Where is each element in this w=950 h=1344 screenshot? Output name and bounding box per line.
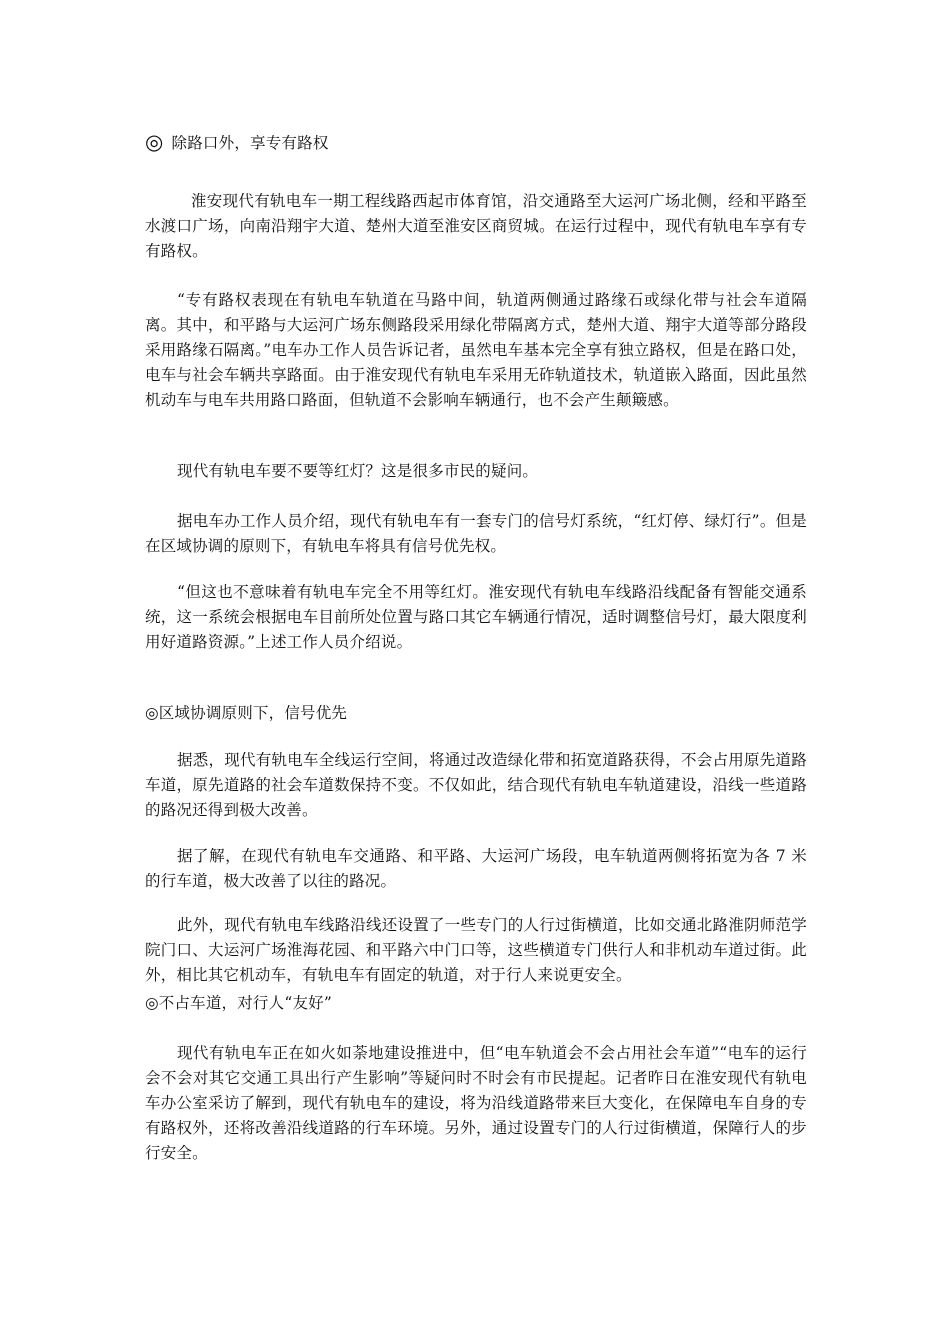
section-heading-pedestrian-friendly: ◎不占车道，对行人“友好” (145, 994, 332, 1012)
section-heading-exclusive-right-of-way (145, 130, 807, 156)
paragraph-pedestrian-crossings: 此外，现代有轨电车线路沿线还设置了一些专门的人行过街横道，比如交通北路淮阴师范学院门口、大运河广场淮海花园、和平路六中门口等，这些横道专门供行人和非机动车道过街。此外，相比其它机动车，有轨电车有固定的轨道，对于行人来说更安全。 (145, 916, 807, 984)
paragraph-construction-progress: 现代有轨电车正在如火如荼地建设推进中，但“电车轨道会不会占用社会车道”“电车的运行会不会对其它交通工具出行产生影响”等疑问时不时会有市民提起。记者昨日在淮安现代有轨电车办公室采访了解到，现代有轨电车的建设，将为沿线道路带来巨大变化，在保障电车自身的专有路权外，还将改善沿线道路的行车环境。另外，通过设置专门的人行过街横道，保障行人的步行安全。 (145, 1044, 807, 1162)
paragraph-intelligent-traffic: “但这也不意味着有轨电车完全不用等红灯。淮安现代有轨电车线路沿线配备有智能交通系统，这一系统会根据电车目前所处位置与路口其它车辆通行情况，适时调整信号灯，最大限度利用好道路资源。”上述工作人员介绍说。 (145, 583, 807, 651)
paragraph-route-overview: 淮安现代有轨电车一期工程线路西起市体育馆，沿交通路至大运河广场北侧，经和平路至水渡口广场，向南沿翔宇大道、楚州大道至淮安区商贸城。在运行过程中，现代有轨电车享有专有路权。 (145, 192, 807, 260)
section-heading-text: 除路口外，享专有路权 (171, 134, 329, 152)
paragraph-right-of-way-details: “专有路权表现在有轨电车轨道在马路中间，轨道两侧通过路缘石或绿化带与社会车道隔离。其中，和平路与大运河广场东侧路段采用绿化带隔离方式，楚州大道、翔宇大道等部分路段采用路缘石隔离。”电车办工作人员告诉记者，虽然电车基本完全享有独立路权，但是在路口处，电车与社会车辆共享路面。由于淮安现代有轨电车采用无砟轨道技术，轨道嵌入路面，因此虽然机动车与电车共用路口路面，但轨道不会影响车辆通行，也不会产生颠簸感。 (145, 291, 807, 409)
paragraph-signal-system: 据电车办工作人员介绍，现代有轨电车有一套专门的信号灯系统，“红灯停、绿灯行”。但是在区域协调的原则下，有轨电车将具有信号优先权。 (145, 512, 807, 555)
double-circle-icon: ◎ (145, 130, 164, 154)
paragraph-red-light-question: 现代有轨电车要不要等红灯？这是很多市民的疑问。 (177, 462, 539, 480)
paragraph-road-widening: 据了解，在现代有轨电车交通路、和平路、大运河广场段，电车轨道两侧将拓宽为各 7 米的行车道，极大改善了以往的路况。 (145, 847, 807, 890)
section-heading-signal-priority: ◎区域协调原则下，信号优先 (145, 704, 348, 722)
paragraph-space-acquisition: 据悉，现代有轨电车全线运行空间，将通过改造绿化带和拓宽道路获得，不会占用原先道路车道，原先道路的社会车道数保持不变。不仅如此，结合现代有轨电车轨道建设，沿线一些道路的路况还得到极大改善。 (145, 751, 807, 819)
